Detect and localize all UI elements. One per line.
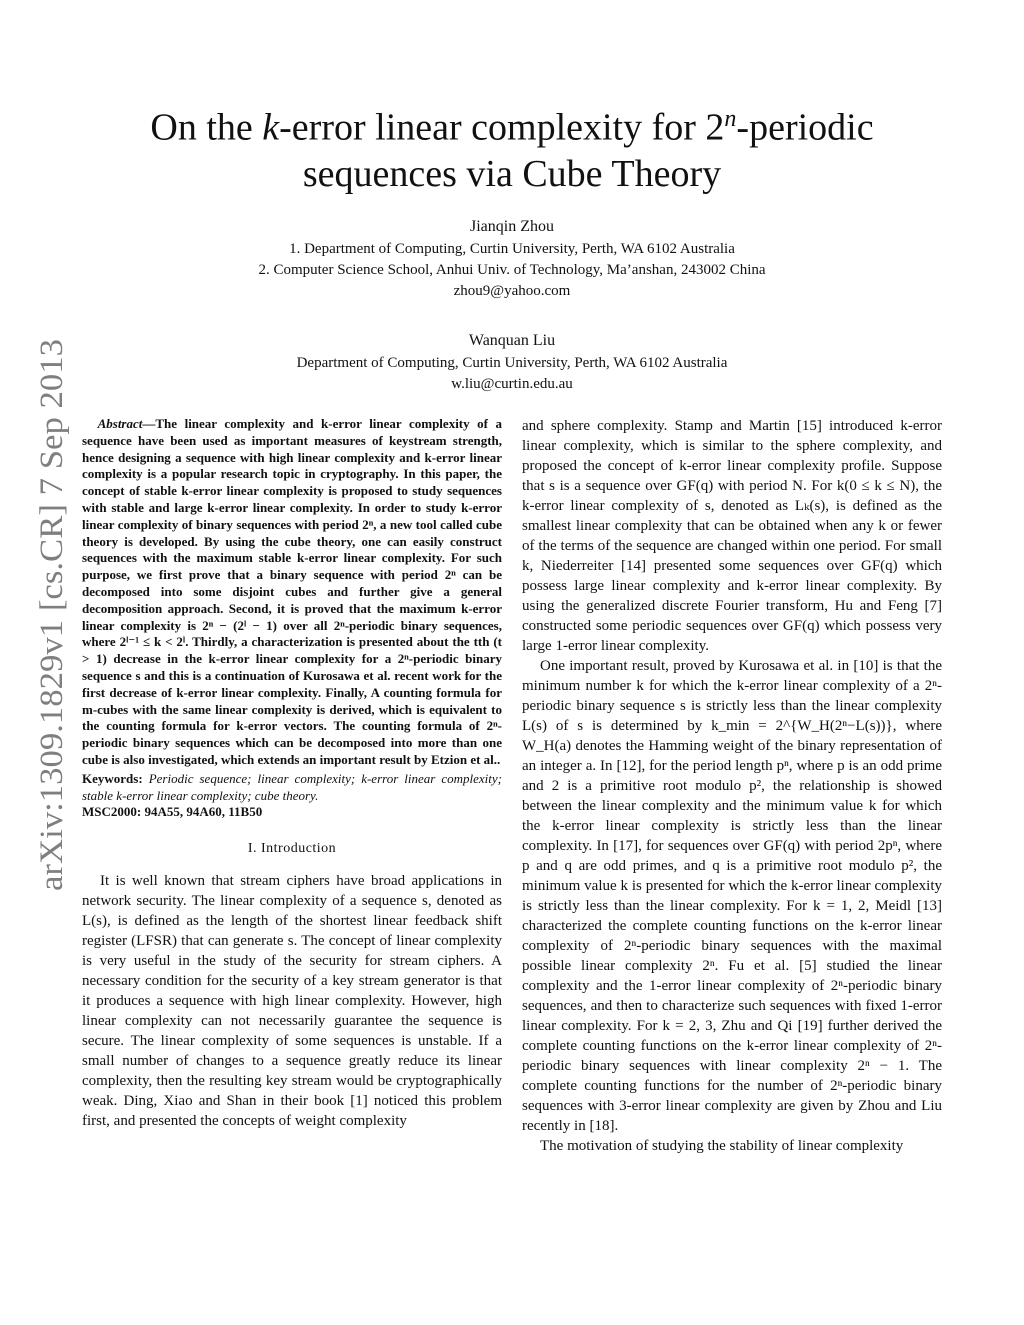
right-paragraph-1: and sphere complexity. Stamp and Martin [15] introduced k-error linear complexity, which is similar to the sphere complexity, and proposed the concept of k-error linear complexity profile. Suppose that s is a sequence over GF(q) with period N. For k(0 ≤ k ≤ N), the k-error linear complexity of s, denoted as Lₖ(s), is defined as the smallest linear complexity that can be obtained when any k or fewer of the terms of the sequence are changed within one period. For small k, Niederreiter [14] presented some sequences over GF(q) which possess large linear complexity and k-error linear complexity. By using the generalized discrete Fourier transform, Hu and Feng [7] constructed some periodic sequences over GF(q) which possess very large 1-error linear complexity.: [522, 418, 942, 654]
keywords: [82, 771, 502, 805]
author1-name: Jianqin Zhou: [470, 218, 554, 235]
author2-email: w.liu@curtin.edu.au: [451, 376, 573, 392]
title-n: n: [724, 106, 737, 132]
msc-codes: MSC2000: 94A55, 94A60, 11B50: [82, 804, 263, 820]
abstract: [82, 416, 502, 769]
author1-affiliation-1: 1. Department of Computing, Curtin University, Perth, WA 6102 Australia: [289, 241, 735, 257]
keywords-label: Keywords:: [82, 770, 143, 786]
right-paragraph-2: One important result, proved by Kurosawa et al. in [10] is that the minimum number k for which the k-error linear complexity of a 2ⁿ-periodic binary sequence s is strictly less than the linear complexity L(s) of s is determined by k_min = 2^{W_H(2ⁿ−L(s))}, where W_H(a) denotes the Hamming weight of the binary representation of an integer a. In [12], for the period length pⁿ, where p is an odd prime and 2 is a primitive root modulo p², the relationship is showed between the linear complexity and the minimum value k for which the k-error linear complexity is strictly less than the linear complexity. In [17], for sequences over GF(q) with period 2pⁿ, where p and q are odd primes, and q is a primitive root modulo p², the minimum value k is presented for which the k-error linear complexity is strictly less than the linear complexity. For k = 1, 2, Meidl [13] characterized the complete counting functions on the k-error linear complexity of 2ⁿ-periodic binary sequences with the maximal possible linear complexity 2ⁿ. Fu et al. [5] studied the linear complexity and the 1-error linear complexity of 2ⁿ-periodic binary sequences, and then to characterize such sequences with fixed 1-error linear complexity. For k = 2, 3, Zhu and Qi [19] further derived the complete counting functions on the k-error linear complexity of 2ⁿ-periodic binary sequences with linear complexity 2ⁿ − 1. The complete counting functions for the number of 2ⁿ-periodic binary sequences with 3-error linear complexity are given by Zhou and Liu recently in [18].: [522, 658, 942, 1134]
abstract-text: —The linear complexity and k-error linear complexity of a sequence have been used as important measures of keystream strength, hence designing a sequence with high linear complexity and k-error linear complexity is a popular research topic in cryptography. In this paper, the concept of stable k-error linear complexity is proposed to study sequences with stable and large k-error linear complexity. In order to study k-error linear complexity of binary sequences with period 2ⁿ, a new tool called cube theory is developed. By using the cube theory, one can easily construct sequences with the maximum stable k-error linear complexity. For such purpose, we first prove that a binary sequence with period 2ⁿ can be decomposed into some disjoint cubes and further give a general decomposition approach. Second, it is proved that the maximum k-error linear complexity is 2ⁿ − (2ˡ − 1) over all 2ⁿ-periodic binary sequences, where 2ˡ⁻¹ ≤ k < 2ˡ. Thirdly, a characterization is presented about the tth (t > 1) decrease in the k-error linear complexity for a 2ⁿ-periodic binary sequence s and this is a continuation of Kurosawa et al. recent work for the first decrease of k-error linear complexity. Finally, A counting formula for m-cubes with the same linear complexity is derived, which is equivalent to the counting formula for k-error vectors. The counting formula of 2ⁿ-periodic binary sequences which can be decomposed into more than one cube is also investigated, which extends an important result by Etzion et al..: [82, 416, 502, 767]
arxiv-stamp-svg: [18, 335, 78, 895]
author2-name: Wanquan Liu: [468, 332, 556, 349]
author1-affiliation-2: 2. Computer Science School, Anhui Univ. of Technology, Ma’anshan, 243002 China: [258, 262, 766, 278]
title-part-c: -periodic: [736, 106, 874, 149]
title-part-b: -error linear complexity for 2: [279, 106, 725, 149]
section-heading: I. Introduction: [247, 841, 337, 857]
arxiv-stamp: [18, 335, 78, 895]
right-paragraph-3: The motivation of studying the stability of linear complexity: [540, 1138, 904, 1154]
author2-affiliation: Department of Computing, Curtin University, Perth, WA 6102 Australia: [296, 355, 728, 371]
author-block: [150, 216, 874, 395]
left-column: [82, 416, 502, 1131]
author1-email: zhou9@yahoo.com: [453, 283, 571, 299]
paper-title: [100, 96, 924, 197]
intro-paragraph: It is well known that stream ciphers have broad applications in network security. The linear complexity of a sequence s, denoted as L(s), is defined as the length of the shortest linear feedback shift register (LFSR) that can generate s. The concept of linear complexity is very useful in the study of the security for stream ciphers. A necessary condition for the security of a key stream generator is that it produces a sequence with high linear complexity. However, high linear complexity can not necessarily guarantee the sequence is secure. The linear complexity of some sequences is unstable. If a small number of changes to a sequence greatly reduce its linear complexity, then the resulting key stream would be cryptographically weak. Ding, Xiao and Shan in their book [1] noticed this problem first, and presented the concepts of weight complexity: [82, 873, 502, 1130]
abstract-label: Abstract: [97, 416, 143, 431]
keywords-text: Periodic sequence; linear complexity; k-error linear complexity; stable k-error linear complexity; cube theory.: [82, 770, 503, 803]
title-k: k: [262, 106, 280, 149]
title-line2: sequences via Cube Theory: [302, 152, 722, 195]
title-part-a: On the: [150, 106, 263, 149]
right-column: [522, 416, 942, 1156]
arxiv-id: arXiv:1309.1829v1 [cs.CR] 7 Sep 2013: [34, 366, 70, 891]
